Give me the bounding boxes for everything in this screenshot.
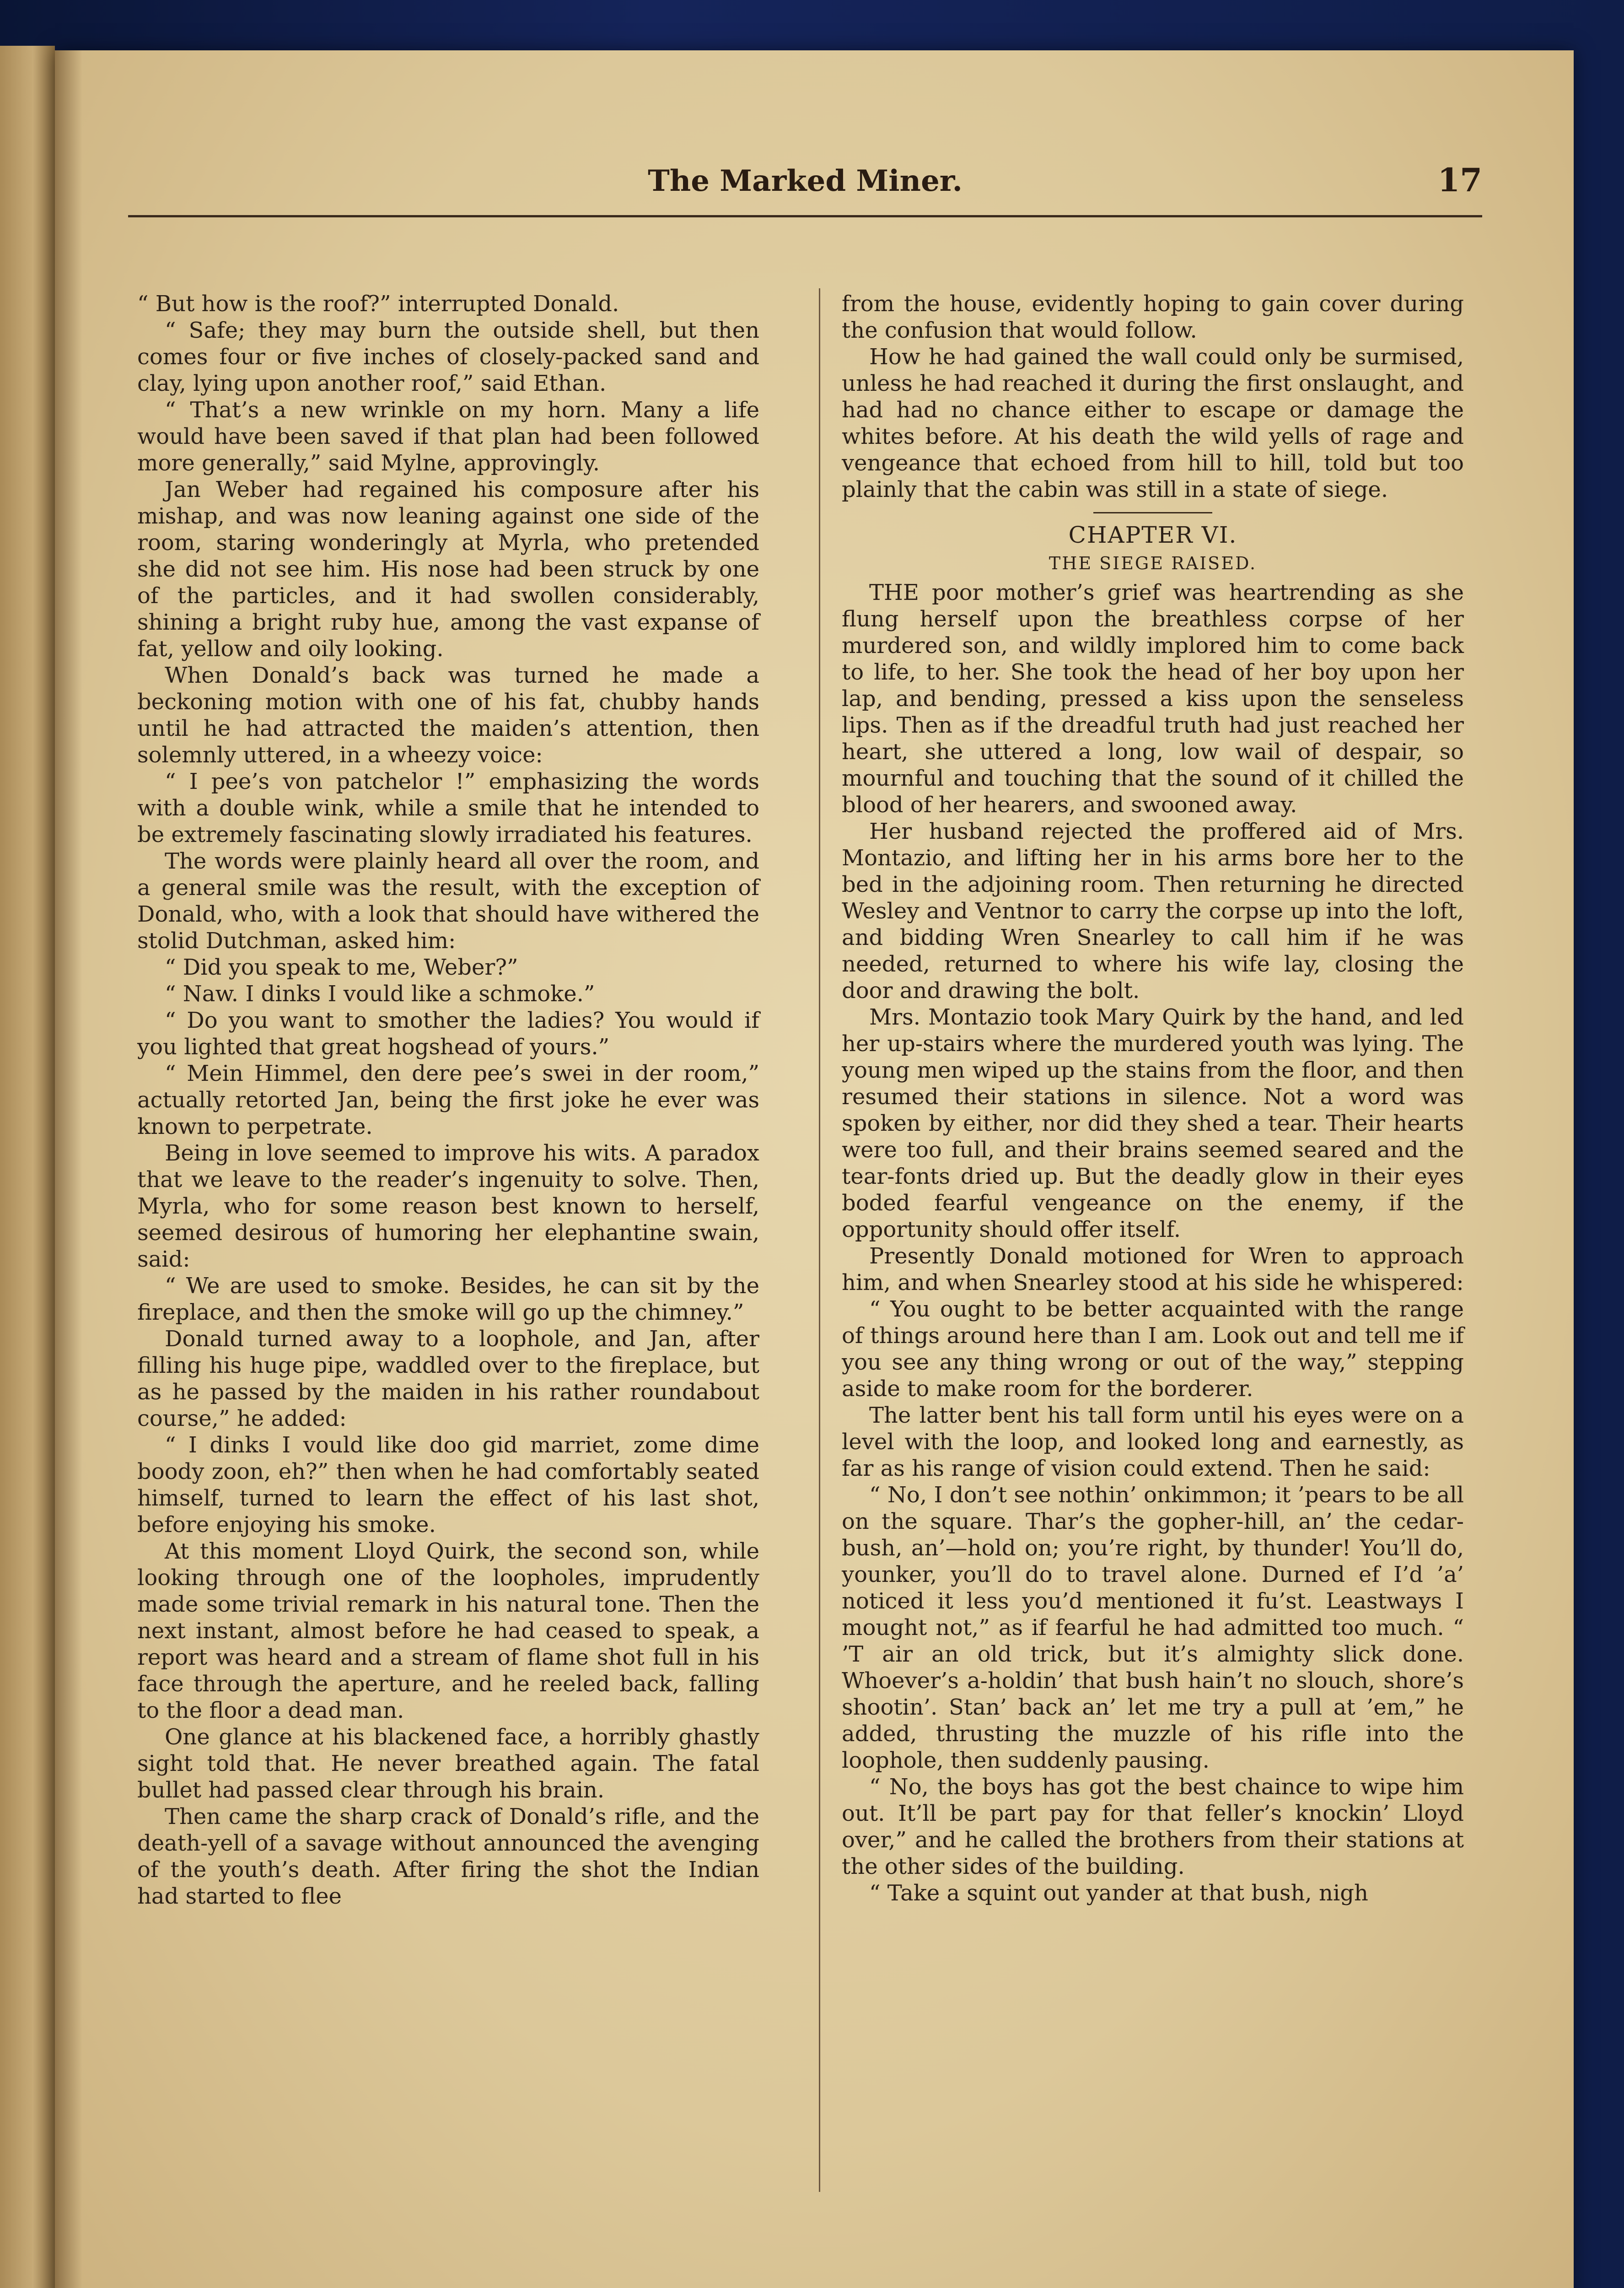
adjacent-page-edge — [0, 46, 55, 2288]
paragraph: “ You ought to be better acquainted with the range of things around here than I am. Look out and tell me if you see any thing wrong or out of the way,” stepping aside to make room for the borderer. — [842, 1296, 1464, 1402]
paragraph: Jan Weber had regained his composure after his mishap, and was now leaning against one side of the room, staring wonderingly at Myrla, who pretended she did not see him. His nose had been struck by one of the particles, and it had swollen considerably, shining a bright ruby hue, among the vast expanse of fat, yellow and oily looking. — [137, 477, 759, 662]
paragraph: from the house, evidently hoping to gain cover during the confusion that would follow. — [842, 291, 1464, 343]
page-gutter-shadow — [55, 50, 82, 2288]
column-divider — [819, 288, 820, 2192]
chapter-subtitle: THE SIEGE RAISED. — [1049, 553, 1257, 573]
paragraph: Being in love seemed to improve his wits. A paradox that we leave to the reader’s ingenuity to solve. Then, Myrla, who for some reason best known to herself, seemed desirous of humoring her elephantine swain, said: — [137, 1140, 759, 1272]
paragraph: When Donald’s back was turned he made a beckoning motion with one of his fat, chubby hands until he had attracted the maiden’s attention, then solemnly uttered, in a wheezy voice: — [137, 663, 759, 768]
page-number: 17 — [1437, 161, 1482, 199]
paragraph: “ I pee’s von patchelor !” emphasizing the words with a double wink, while a smile that he intended to be extremely fascinating slowly irradiated his features. — [137, 769, 759, 847]
paragraph: Donald turned away to a loophole, and Jan, after filling his huge pipe, waddled over to the fireplace, but as he passed by the maiden in his rather roundabout course,” he added: — [137, 1326, 759, 1431]
running-header — [128, 156, 1482, 217]
paragraph: One glance at his blackened face, a horribly ghastly sight told that. He never breathed again. The fatal bullet had passed clear through his brain. — [137, 1724, 759, 1803]
paragraph: “ No, the boys has got the best chaince to wipe him out. It’ll be part pay for that feller’s knockin’ Lloyd over,” and he called the brothers from their stations at the other sides of the building. — [842, 1774, 1464, 1879]
paragraph: “ Safe; they may burn the outside shell, but then comes four or five inches of closely-packed sand and clay, lying upon another roof,” said Ethan. — [137, 318, 759, 396]
paragraph: THE poor mother’s grief was heartrending as she flung herself upon the breathless corpse of her murdered son, and wildly implored him to come back to life, to her. She took the head of her boy upon her lap, and bending, pressed a kiss upon the senseless lips. Then as if the dreadful truth had just reached her heart, she uttered a long, low wail of despair, so mournful and touching that the sound of it chilled the blood of her hearers, and swooned away. — [842, 580, 1464, 818]
paragraph: “ Naw. I dinks I vould like a schmoke.” — [165, 981, 595, 1007]
paragraph: At this moment Lloyd Quirk, the second son, while looking through one of the loopholes, imprudently made some trivial remark in his natural tone. Then the next instant, almost before he had ceased to speak, a report was heard and a stream of flame shot full in his face through the aperture, and he reeled back, falling to the floor a dead man. — [137, 1538, 759, 1723]
chapter-title: CHAPTER VI. — [1068, 522, 1237, 548]
running-title: The Marked Miner. — [648, 164, 963, 198]
paragraph: “ I dinks I vould like doo gid marriet, zome dime boody zoon, eh?” then when he had comfortably seated himself, turned to learn the effect of his last shot, before enjoying his smoke. — [137, 1432, 759, 1538]
paragraph: The latter bent his tall form until his eyes were on a level with the loop, and looked long and earnestly, as far as his range of vision could extend. Then he said: — [842, 1403, 1464, 1481]
paragraph: “ We are used to smoke. Besides, he can sit by the fireplace, and then the smoke will go up the chimney.” — [137, 1273, 759, 1325]
paragraph: “ Take a squint out yander at that bush, nigh — [869, 1880, 1368, 1906]
chapter-heading — [842, 512, 1464, 577]
paragraph: Her husband rejected the proffered aid of Mrs. Montazio, and lifting her in his arms bore her to the bed in the adjoining room. Then returning he directed Wesley and Ventnor to carry the corpse up into the loft, and bidding Wren Snearley to call him if he was needed, returned to where his wife lay, closing the door and drawing the bolt. — [842, 819, 1464, 1004]
paragraph: Then came the sharp crack of Donald’s rifle, and the death-yell of a savage without announced the avenging of the youth’s death. After firing the shot the Indian had started to flee — [137, 1804, 759, 1909]
paragraph: The words were plainly heard all over the room, and a general smile was the result, with the exception of Donald, who, with a look that should have withered the stolid Dutchman, asked him: — [137, 848, 759, 954]
right-column — [842, 291, 1464, 1906]
paragraph: “ Do you want to smother the ladies? You would if you lighted that great hogshead of yours.” — [137, 1008, 759, 1060]
paragraph: “ But how is the roof?” interrupted Donald. — [137, 291, 619, 317]
paragraph: Mrs. Montazio took Mary Quirk by the hand, and led her up-stairs where the murdered youth was lying. The young men wiped up the stains from the floor, and then resumed their stations in silence. Not a word was spoken by either, nor did they shed a tear. Their hearts were too full, and their brains seemed seared and the tear-fonts dried up. But the deadly glow in their eyes boded fearful vengeance on the enemy, if the opportunity should offer itself. — [842, 1004, 1464, 1242]
paragraph: “ Mein Himmel, den dere pee’s swei in der room,” actually retorted Jan, being the first joke he ever was known to perpetrate. — [137, 1061, 759, 1139]
paragraph: How he had gained the wall could only be surmised, unless he had reached it during the first onslaught, and had had no chance either to escape or damage the whites before. At his death the wild yells of rage and vengeance that echoed from hill to hill, told but too plainly that the cabin was still in a state of siege. — [842, 344, 1464, 502]
paragraph: “ No, I don’t see nothin’ onkimmon; it ’pears to be all on the square. Thar’s the gopher-hill, an’ the cedar-bush, an’—hold on; you’re right, by thunder! You’ll do, younker, you’ll do to travel alone. Durned ef I’d ’a’ noticed it less you’d mentioned it fu’st. Leastways I mought not,” as if fearful he had admitted too much. “ ’T air an old trick, but it’s almighty slick done. Whoever’s a-holdin’ that bush hain’t no slouch, shore’s shootin’. Stan’ back an’ let me try a pull at ’em,” he added, thrusting the muzzle of his rifle into the loophole, then suddenly pausing. — [842, 1482, 1464, 1773]
chapter-rule — [1093, 512, 1212, 513]
paragraph: Presently Donald motioned for Wren to approach him, and when Snearley stood at his side he whispered: — [842, 1243, 1464, 1295]
paragraph: “ That’s a new wrinkle on my horn. Many a life would have been saved if that plan had been followed more generally,” said Mylne, approvingly. — [137, 397, 759, 476]
paragraph: “ Did you speak to me, Weber?” — [165, 955, 518, 980]
left-column — [137, 291, 759, 1910]
